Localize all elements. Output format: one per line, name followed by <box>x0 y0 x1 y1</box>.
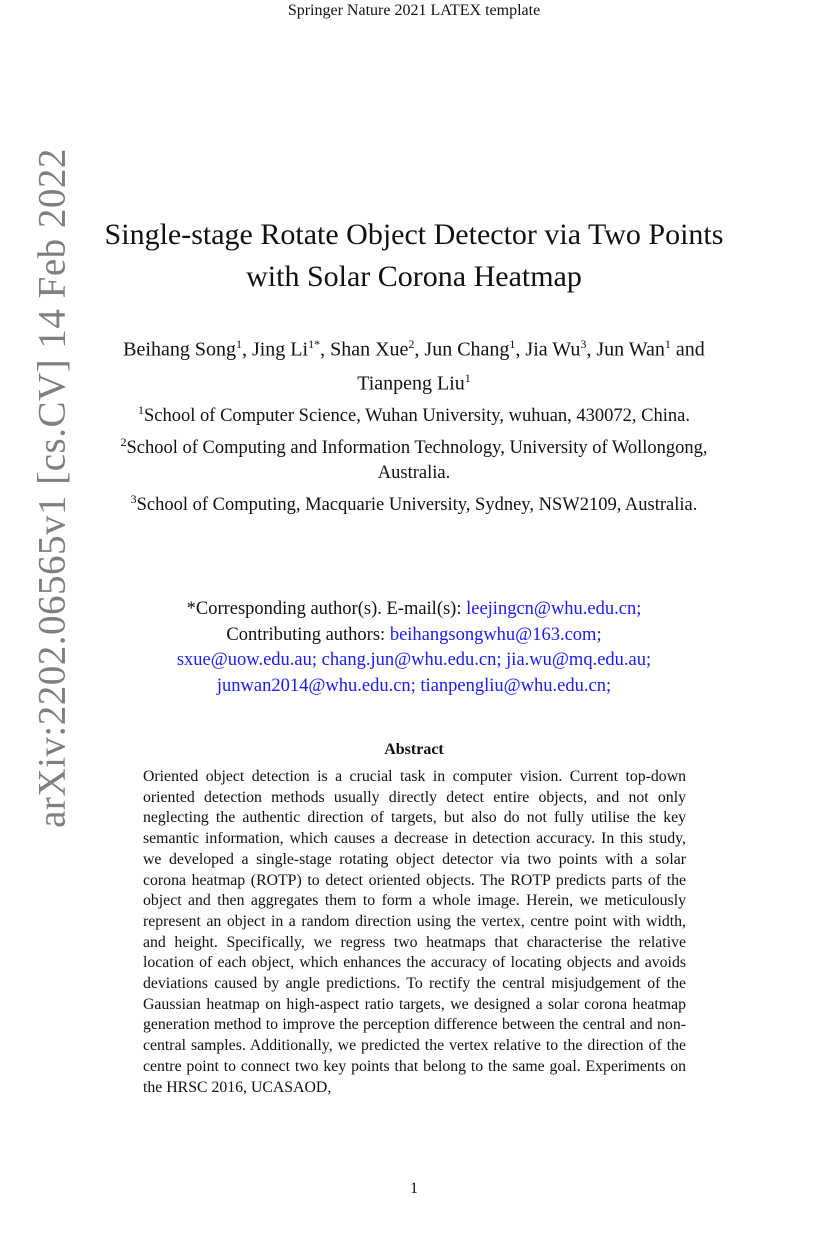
author-separator: , <box>414 338 425 361</box>
author-name: Shan Xue <box>330 338 409 361</box>
abstract-text: Oriented object detection is a crucial task in computer vision. Current top-down oriented detection methods usually directly detect entire objects, and not only neglecting the authentic direction of targets, but also do not fully utilise the key semantic information, which causes a decrease in detection accuracy. In this study, we developed a single-stage rotating object detector via two points with a solar corona heatmap (ROTP) to detect oriented objects. The ROTP predicts parts of the object and then aggregates them to form a whole image. Herein, we meticulously represent an object in a random direction using the vertex, centre point with width, and height. Specifically, we regress two heatmaps that characterise the relative location of each object, which enhances the accuracy of locating objects and avoids deviations caused by angle predictions. To rectify the central misjudgement of the Gaussian heatmap on high-aspect ratio targets, we designed a solar corona heatmap generation method to improve the perception difference between the central and non-central samples. Additionally, we predicted the vertex relative to the direction of the centre point to connect two key points that belong to the same goal. Experiments on the HRSC 2016, UCASAOD, <box>143 768 686 1096</box>
running-header: Springer Nature 2021 LATEX template <box>287 2 541 19</box>
author-separator: , <box>320 338 331 361</box>
author-name: Jia Wu <box>525 338 581 361</box>
author-affiliation-mark: 1* <box>308 337 321 351</box>
author-separator: , <box>241 338 252 361</box>
contributor-email-link[interactable]: beihangsongwhu@163.com; <box>389 624 602 645</box>
author-name: Beihang Song <box>123 338 236 361</box>
contributor-email-link[interactable]: tianpengliu@whu.edu.cn; <box>420 675 612 696</box>
contributor-email-link[interactable]: chang.jun@whu.edu.cn; <box>321 650 502 670</box>
arxiv-identifier-stamp: arXiv:2202.06565v1 [cs.CV] 14 Feb 2022 <box>30 148 74 828</box>
affiliation-mark: 3 <box>130 492 137 507</box>
author-list <box>110 330 718 397</box>
affiliation <box>110 430 718 486</box>
author-affiliation-mark: 1 <box>464 370 471 385</box>
author-name: Jun Wan <box>596 338 665 361</box>
affiliation-text: School of Computing, Macquarie University, Sydney, NSW2109, Australia. <box>136 495 698 516</box>
contributing-authors-label: Contributing authors: <box>226 624 386 645</box>
author-separator: and <box>670 338 705 361</box>
author-affiliation-mark: 1 <box>664 337 671 351</box>
contributor-email-link[interactable]: jia.wu@mq.edu.au; <box>506 650 652 670</box>
author-affiliation-mark: 1 <box>509 337 516 351</box>
author-name: Tianpeng Liu <box>357 372 465 395</box>
author-name: Jun Chang <box>424 338 510 361</box>
paper-title: Single-stage Rotate Object Detector via Two Points with Solar Corona Heatmap <box>104 218 724 293</box>
affiliation <box>110 398 718 429</box>
contact-block <box>110 597 718 699</box>
contributor-email-link[interactable]: sxue@uow.edu.au; <box>176 650 318 670</box>
affiliation-mark: 2 <box>120 435 127 450</box>
author-affiliation-mark: 2 <box>408 337 415 351</box>
contributor-email-link[interactable]: junwan2014@whu.edu.cn; <box>216 675 416 696</box>
affiliation <box>110 487 718 518</box>
abstract-heading: Abstract <box>384 741 444 758</box>
author-affiliation-mark: 1 <box>235 337 242 351</box>
affiliation-text: School of Computing and Information Technology, University of Wollongong, Australia. <box>126 438 708 484</box>
corresponding-author-label: *Corresponding author(s). E-mail(s): <box>186 599 462 619</box>
affiliation-mark: 1 <box>138 403 145 417</box>
affiliation-text: School of Computer Science, Wuhan University, wuhuan, 430072, China. <box>144 406 690 427</box>
author-separator: , <box>586 338 597 361</box>
author-name: Jing Li <box>251 338 309 361</box>
corresponding-email-link[interactable]: leejingcn@whu.edu.cn; <box>466 599 642 619</box>
author-affiliation-mark: 3 <box>580 337 587 351</box>
page-number: 1 <box>410 1180 418 1197</box>
affiliation-list <box>110 398 718 519</box>
author-separator: , <box>515 338 526 361</box>
